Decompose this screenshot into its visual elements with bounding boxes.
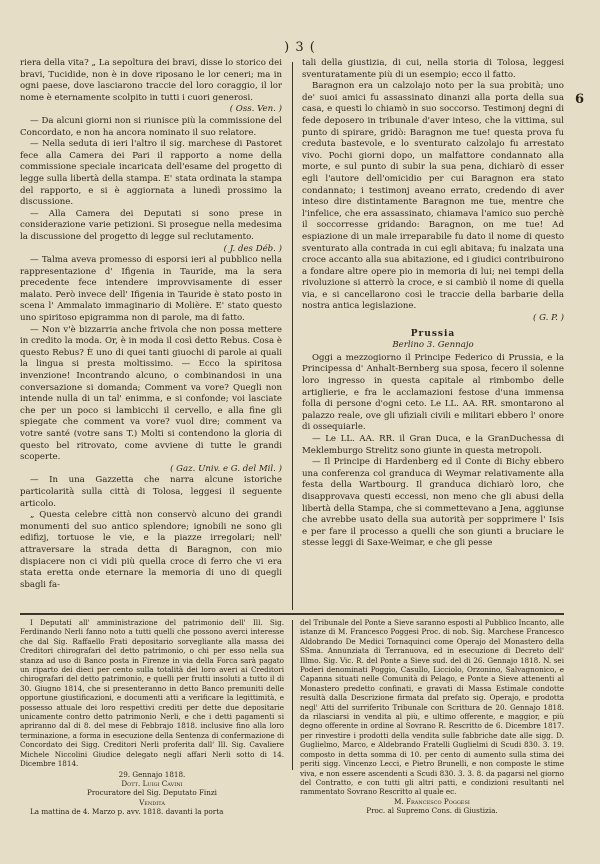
page-number: ) 3 ( [284, 40, 316, 55]
article-paragraph: — In una Gazzetta che narra alcune istoriche particolarità sulla città di Tolosa, leggesi il seguente articolo. [20, 475, 282, 509]
notice-divider [292, 620, 293, 770]
article-paragraph: — Talma aveva promesso di esporsi ieri al pubblico nella rappresentazione d' Ifigenia in Tauride, ma la sera precedente fece intendere improvvisamente di esser malato. Però invece dell' Ifigenia in Tauride è stato posto in scena l' Ammalato immaginario di Molière. E' stato questo uno spiritoso epigramma non di parole, ma di fatto. [20, 255, 282, 324]
notice-signer-title: Proc. al Supremo Cons. di Giustizia. [366, 806, 498, 816]
article-paragraph: — Il Principe di Hardenberg ed il Conte di Bichy ebbero una conferenza col granduca di Weymar relativamente alla festa della Wartbourg. Il granduca dichiarò loro, che disapprovava questi eccessi, non meno che gli abusi della libertà della Stampa, che si commettevano a Jena, aggiunse che avrebbe usato della sua autorità per sopprimere l' Isis e per fare il processo a quelli che son giunti a bruciare le stesse leggi di Saxe-Weimar, e che gli pesse [302, 457, 564, 549]
source-citation: ( J. des Déb. ) [223, 243, 282, 254]
article-paragraph: — Le LL. AA. RR. il Gran Duca, e la GranDuchessa di Meklemburgo Strelitz sono giunte in questa metropoli. [302, 434, 564, 456]
article-paragraph: — Alla Camera dei Deputati si sono prese in considerazione varie petizioni. Si prosegue nella medesima la discussione del progetto di legge sul reclutamento. [20, 208, 282, 242]
notice-date: 29. Gennajo 1818. [118, 769, 186, 779]
notice-signer-title: Procuratore del Sig. Deputato Finzi [87, 788, 217, 798]
right-column [302, 58, 564, 610]
notice-nerli-creditors [20, 618, 284, 854]
article-columns [20, 58, 564, 610]
article-paragraph: — Nella seduta di ieri l'altro il sig. marchese di Pastoret fece alla Camera dei Pari il rapporto a nome della commissione speciale incaricata dell'esame del progetto di legge sulla libertà della stampa. E' stata ordinata la stampa del rapporto, e si è aggiornata a lunedì prossimo la discussione. [20, 139, 282, 208]
article-paragraph: riera della vita? „ La sepoltura dei bravi, disse lo storico dei bravi, Tucidide, non è in dove riposano le lor ceneri; ma in ogni paese, dove lasciarono traccie del loro coraggio, il lor nome è eternamente scolpito in tutti i cuori generosi. [20, 58, 282, 103]
source-citation: ( Oss. Ven. ) [229, 104, 282, 115]
article-paragraph: — Da alcuni giorni non si riunisce più la commissione del Concordato, e non ha ancora nominato il suo relatore. [20, 115, 282, 138]
article-paragraph: — Non v'è bizzarria anche frivola che non possa mettere in credito la moda. Or, è in moda il così detto Rebus. Cosa è questo Rebus? È uno di quei tanti giuochi di parole ai quali la lingua si presta moltissimo. — Ecco la spiritosa invenzione! Incontrando alcuno, o combinandosi in una conversazione si domanda; Comment va vore? Quegli non intende nulla di un tal' enimma, e si confonde; voi lasciate che per un poco si lambicchi il cervello, e alla fine gli spiegate che comment va vore? vuol dire; comment va votre santé (votre sans T.) Molti si contendono la gloria di questo bel ritrovato, come avviene di tutte le grandi scoperte. [20, 324, 282, 463]
prussia-news [302, 353, 564, 550]
notice-signer: M. Francesco Poggesi [394, 796, 470, 806]
article-paragraph: „ Questa celebre città non conservò alcuno dei grandi monumenti del suo antico splendore; ignobili ne sono gli edifizj, tortuose le vie, e la piazze irregolari; nell' attraversare la strada detta di Baragnon, con mio dispiacere non ci vidi più quella croce di ferro che vi era stata eretta onde eternare la memoria di uno di quegli sbagli fa- [20, 510, 282, 590]
notice-vendita-heading: Vendita [139, 797, 165, 807]
dateline-berlin: Berlino 3. Gennajo [392, 340, 474, 351]
notices-separator [20, 613, 564, 615]
notice-text: del Tribunale del Ponte a Sieve saranno esposti al Pubblico Incanto, alle istanze di M. Francesco Poggesi Proc. di nob. Sig. Marchese Francesco Aldobrando De Medici Tornaquinci come Operajo del Monastero della SSma. Annunziata di Terranuova, ed in esecuzione di Decreto dell' Illmo. Sig. Vic. R. del Ponte a Sieve sud. del di 26. Gennajo 1818. N. sei Poderi denominati Poggio, Casullo, Licciolo, Orzonino, Salvagnonico, e Capanna situati nelle Comunità di Pelago, e Ponte a Sieve attenenti al Monastero predetto confinati, e gravati di Massa Estimale condotte resultà dalla Descrizione firmata dal prefato sig. Operajo, e prodotta negl' Atti del surriferito Tribunale con Scrittura de 20. Gennajo 1818. da rilasciarsi in vendita al più, e ultimo offerente, e maggior, e più degno offerente in ordine al Sovrano R. Rescritto de 6. Dicembre 1817. per rinvestire i prodotti della vendita sulle fabbriche date alle sigg. D. Guglielmo, Marco, e Aldebrando Fratelli Guglielmi di Scudi 830. 3. 19. composto in detta somma di 10. per cento di aumento sulla stima dei periti sigg. Vincenzo Lecci, e Pietro Brunelli, e non composte le stime viva, e non essere ascendenti a Scudi 830. 3. 3. 8. da pagarsi nel giorno del Contratto, e con tutti gli altri patti, e condizioni resultanti nel rammentato Sovrano Rescritto al quale ec. [300, 618, 564, 797]
article-paragraph: Oggi a mezzogiorno il Principe Federico di Prussia, e la Principessa d' Anhalt-Bernberg sua sposa, fecero il solenne loro ingresso in questa capitale al rimbombo delle artiglierie, e fra le acclamazioni festose d'una immensa folla di persone d'ogni ceto. Le LL. AA. RR. smontarono al palazzo reale, ove gli ufiziali civili e militari ebbero l' onore di ossequiarle. [302, 352, 564, 433]
article-paragraph: tali della giustizia, di cui, nella storia di Tolosa, leggesi sventuratamente più di un esempio; ecco il fatto. [302, 58, 564, 80]
notice-vendita-text: La mattina de 4. Marzo p. avv. 1818. davanti la porta [30, 807, 224, 817]
notice-text: I Deputati all' amministrazione del patrimonio dell' Ill. Sig. Ferdinando Nerli fanno noto a tutti quelli che possono averci interesse che dal Sig. Raffaello Frati depositario sorvegliante alla massa dei Creditori chirografari del detto patrimonio, o chi per esso nella sua stanza ad uso di Banco posta in Firenze in via della Forca sarà pagato un riparto dei dieci per cento sulla totalità dei loro averi ai Creditori chirografari del detto patrimonio, e quelli per frutti insoluti a tutto il di 30. Giugno 1814, che si presenteranno in detto Banco premuniti delle opportune giustificazioni, e documenti atti a verificare la legittimità, e possesso attuale dei loro respettivi crediti per dette due depositarie unicamente contro detto patrimonio Nerli, e che i detti pagamenti si apriranno dal di 8. del mese di Febbrajo 1818. inclusive fino alla loro terminazione, a forma in esecuzione della Sentenza di confermazione di Concordato dei Sigg. Creditori Nerli proferita dall' Ill. Sig. Cavaliere Michele Niccolini Giudice delegato negli affari Nerli sotto di 14. Dicembre 1814. [20, 618, 284, 769]
section-heading-prussia: Prussia [410, 328, 456, 339]
source-citation: ( Gaz. Univ. e G. del Mil. ) [170, 463, 282, 474]
notice-public-auction [300, 618, 564, 854]
legal-notices [20, 618, 564, 854]
column-divider [292, 62, 293, 610]
left-column [20, 58, 282, 610]
article-paragraph: Baragnon era un calzolajo noto per la sua probità; uno de' suoi amici fu assassinato dinanzi alla porta della sua casa, e questi lo chiamò in suo soccorso. Testimonj degni di fede deposero in tribunale d'aver inteso, che la vittima, sul punto di spirare, gridò: Baragnon me tue! questa prova fu creduta bastevole, e lo sventurato calzolajo fu arrestato vivo. Pochi giorni dopo, un malfattore condannato alla morte, e sul punto di subir la sua pena, dichiarò di esser egli l'autore dell'omicidio per cui Baragnon era stato condannato; i testimonj aveano errato, credendo di aver inteso dire distintamente Baragnon me tue, mentre che l'infelice, che era assassinato, chiamava l'amico suo perchè il soccorresse gridando: Baragnon, on me tue! Ad espiazione di un male irreparabile fu dato il nome di questo sventurato alla contrada in cui egli abitava; fu inalzata una croce accanto alla sua abitazione, ed i giudici contribuirono a fondare altre opere pio in memoria di lui; nei tempi della rivoluzione si atterrò la croce, e si cambiò il nome di quella via, e si cancellarono così le traccie della barbarie della nostra antica legislazione. [302, 81, 564, 312]
toulouse-article-continued [302, 58, 564, 325]
notice-signer: Dott. Luigi Cavini [121, 778, 183, 788]
source-citation: ( G. P. ) [533, 313, 564, 324]
edge-page-mark: 6 [575, 92, 585, 107]
